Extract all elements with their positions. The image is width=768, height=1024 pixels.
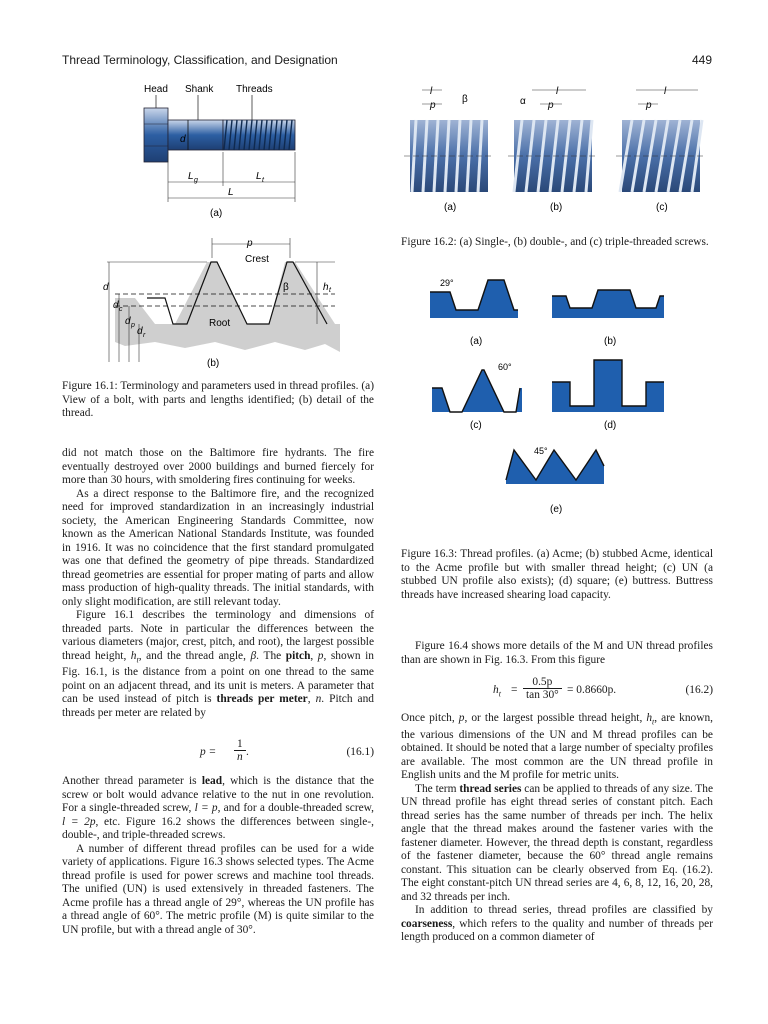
label-alpha-b: α <box>520 96 526 107</box>
label-p-c: p <box>646 100 652 111</box>
figure-16-2-screws <box>400 80 712 220</box>
figure-16-1b-thread-detail <box>95 232 345 370</box>
label-l-b: l <box>556 86 559 97</box>
label-shank: Shank <box>185 84 214 95</box>
figure-16-3-caption: Figure 16.3: Thread profiles. (a) Acme; (b) stubbed Acme, identical to the Acme profile but with smaller thread height; (c) UN (a stubbed UN profile also exists); (d) square; (e) buttress. Buttress threads have increased shearing load capacity. <box>401 548 713 601</box>
label-dr: d <box>137 326 143 337</box>
profile-square <box>552 360 664 412</box>
fig16-3-label-b: (b) <box>604 336 617 347</box>
fig16-2-label-c: (c) <box>656 202 668 213</box>
label-root: Root <box>209 318 231 329</box>
fig16-3-label-a: (a) <box>470 336 483 347</box>
left-column <box>62 447 374 720</box>
running-header-title: Thread Terminology, Classification, and Designation <box>62 53 338 67</box>
figure-16-1a-bolt <box>130 80 320 220</box>
angle-buttress: 45° <box>534 446 548 456</box>
label-lt-sub: t <box>262 177 264 184</box>
paragraph: Figure 16.4 shows more details of the M and UN thread profiles than are shown in Fig. 16.3. From this figure <box>401 640 713 666</box>
label-l-a: l <box>430 86 433 97</box>
root-material <box>115 262 340 352</box>
fig16-3-label-e: (e) <box>550 504 563 515</box>
label-ht: h <box>323 282 329 293</box>
label-d-major: d <box>103 282 109 293</box>
fig16-3-label-d: (d) <box>604 420 617 431</box>
label-l: L <box>228 187 234 198</box>
paragraph: Once pitch, p, or the largest possible thread height, $h_t$, are known, the various dimensions of the UN and M thread profiles can be obtained. It should be noted that a large number of specialty profiles are available. The most common are the UN thread profile in English units and the M profile for metric units. <box>401 712 713 782</box>
bolt-shank <box>168 120 223 150</box>
label-l-c: l <box>664 86 667 97</box>
label-dc-sub: c <box>119 306 123 313</box>
equation-16-2: $h_t$ = $\frac{0.5p}{\tan 30^\circ}$ = 0.8660p. (16.2) <box>493 676 713 701</box>
label-dr-sub: r <box>143 332 146 339</box>
bolt-head <box>144 108 168 162</box>
label-p-b: p <box>548 100 554 111</box>
fig16-3-label-c: (c) <box>470 420 482 431</box>
label-lt: L <box>256 171 262 182</box>
paragraph: did not match those on the Baltimore fire hydrants. The fire eventually destroyed over 2000 buildings and burned fiercely for more than 30 hours, with smoldering fires continuing for weeks. <box>62 447 374 486</box>
label-p-a: p <box>430 100 436 111</box>
label-beta-a: β <box>462 94 468 105</box>
label-lg-sub: g <box>194 177 198 184</box>
paragraph: A number of different thread profiles can be used for a wide variety of applications. Figure 16.3 shows selected types. The Acme thread profile is used for power screws and machine tool threads. The unified (UN) is used extensively in threaded fasteners. The Acme profile has a thread angle of 29°, whereas the UN profile has a thread angle of 60°. The metric profile (M) is quite similar to the UN profile, but with a thread angle of 30°. <box>62 842 374 936</box>
label-ht-sub: t <box>329 287 331 294</box>
right-column-continued <box>401 712 713 945</box>
paragraph: Figure 16.1 describes the terminology and dimensions of threaded parts. Note in particular the differences between the various diameters (major, crest, pitch, and root), the largest possible thread height, $h_t$, and the thread angle, β. The pitch, p, shown in Fig. 16.1, is the distance from a point on one thread to the same point on an adjacent thread, and its unit is meters. A parameter that can be used instead of pitch is threads per meter, n. Pitch and threads per meter are related by <box>62 609 375 719</box>
fig16-2-label-a: (a) <box>444 202 457 213</box>
paragraph: The term thread series can be applied to threads of any size. The UN thread profile has eight thread series of constant pitch. Each thread series has the same number of threads per inch. The helix angle that the thread makes around the fastener varies with the fastener diameter. However, the thread depth is constant, regardless of the fastener diameter, because the 60° thread angle remains constant. This situation can be clearly observed from Eq. (16.2). The eight constant-pitch UN thread series are 4, 6, 8, 12, 16, 20, 28, and 32 threads per inch. <box>401 782 714 903</box>
label-d: d <box>180 134 186 145</box>
page-number: 449 <box>691 53 712 67</box>
label-lg: L <box>188 171 194 182</box>
fig16-2-label-b: (b) <box>550 202 563 213</box>
figure-16-2-caption: Figure 16.2: (a) Single-, (b) double-, and (c) triple-threaded screws. <box>401 236 709 248</box>
label-beta: β <box>283 282 289 293</box>
paragraph: In addition to thread series, thread profiles are classified by coarseness, which refers to the quality and number of threads per length produced on a common diameter of <box>401 904 713 944</box>
profile-un <box>432 370 522 412</box>
paragraph: Another thread parameter is lead, which is the distance that the screw or bolt would advance relative to the nut in one revolution. For a single-threaded screw, l = p, and for a double-threaded screw, l = 2p, etc. Figure 16.2 shows the differences between single-, double-, and triple-threaded screws. <box>62 775 374 841</box>
label-threads: Threads <box>236 84 273 95</box>
figure-16-1-caption: Figure 16.1: Terminology and parameters used in thread profiles. (a) View of a bolt, with parts and lengths identified; (b) detail of the thread. <box>62 380 374 419</box>
paragraph: As a direct response to the Baltimore fire, and the recognized need for improved standardization in an increasingly industrial society, the American Engineering Standards Committee, now known as the American National Standards Institute, was founded in 1916. It was no coincidence that the first standard promulgated was one that defined the geometry of pipe threads. Standardized thread geometries are essential for proper mating of parts and allow mass production of high-quality threads. The initial standards, with only slight modification, are still relevant today. <box>62 487 374 608</box>
angle-acme: 29° <box>440 278 454 288</box>
left-column-continued <box>62 775 374 937</box>
label-dp-sub: p <box>131 322 135 329</box>
label-dc: d <box>113 300 119 311</box>
fig16-1-label-a: (a) <box>210 208 223 219</box>
label-p: p <box>247 238 253 249</box>
fig16-1-label-b: (b) <box>207 358 220 369</box>
label-crest: Crest <box>245 254 269 265</box>
figure-16-3-profiles <box>400 270 712 520</box>
right-column <box>401 640 713 667</box>
equation-16-1: p = $\frac{1}{n}$ . (16.1) <box>200 738 374 763</box>
angle-un: 60° <box>498 362 512 372</box>
label-head: Head <box>144 84 168 95</box>
profile-buttress <box>506 450 604 484</box>
label-dp: d <box>125 316 131 327</box>
